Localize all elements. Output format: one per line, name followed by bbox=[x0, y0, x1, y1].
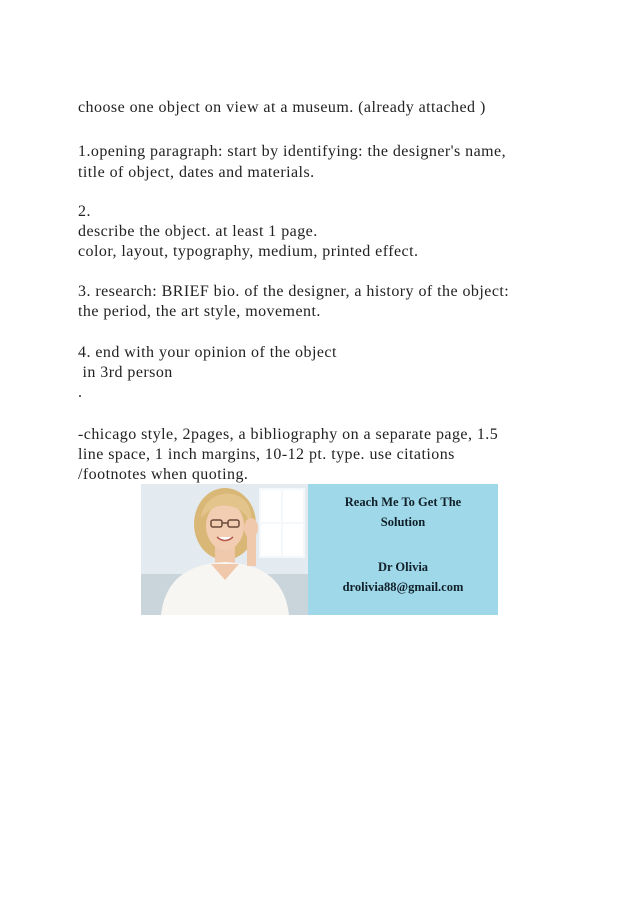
item-1-line-2: title of object, dates and materials. bbox=[78, 164, 315, 181]
formatting-line-3: /footnotes when quoting. bbox=[78, 466, 249, 483]
ad-heading-line-1: Reach Me To Get The bbox=[344, 495, 462, 509]
item-2-line-2: color, layout, typography, medium, printed effect. bbox=[78, 243, 419, 260]
item-4-line-1: 4. end with your opinion of the object bbox=[78, 344, 337, 361]
woman-portrait-icon bbox=[141, 484, 308, 615]
item-4-line-2: in 3rd person bbox=[78, 364, 173, 381]
contact-name: Dr Olivia bbox=[377, 560, 429, 574]
item-4-line-3: . bbox=[78, 384, 83, 401]
item-3-line-1: 3. research: BRIEF bio. of the designer, a history of the object: bbox=[78, 283, 510, 300]
contact-advertisement bbox=[141, 484, 498, 615]
formatting-line-2: line space, 1 inch margins, 10-12 pt. type. use citations bbox=[78, 446, 455, 463]
assignment-intro: choose one object on view at a museum. (already attached ) bbox=[78, 99, 486, 116]
ad-heading-line-2: Solution bbox=[380, 515, 426, 529]
contact-panel bbox=[308, 484, 498, 615]
formatting-line-1: -chicago style, 2pages, a bibliography on a separate page, 1.5 bbox=[78, 426, 499, 443]
item-2-number: 2. bbox=[78, 203, 91, 220]
item-2-line-1: describe the object. at least 1 page. bbox=[78, 223, 318, 240]
item-1-line-1: 1.opening paragraph: start by identifying: the designer's name, bbox=[78, 143, 507, 160]
item-3-line-2: the period, the art style, movement. bbox=[78, 303, 321, 320]
contact-email: drolivia88@gmail.com bbox=[342, 580, 464, 594]
